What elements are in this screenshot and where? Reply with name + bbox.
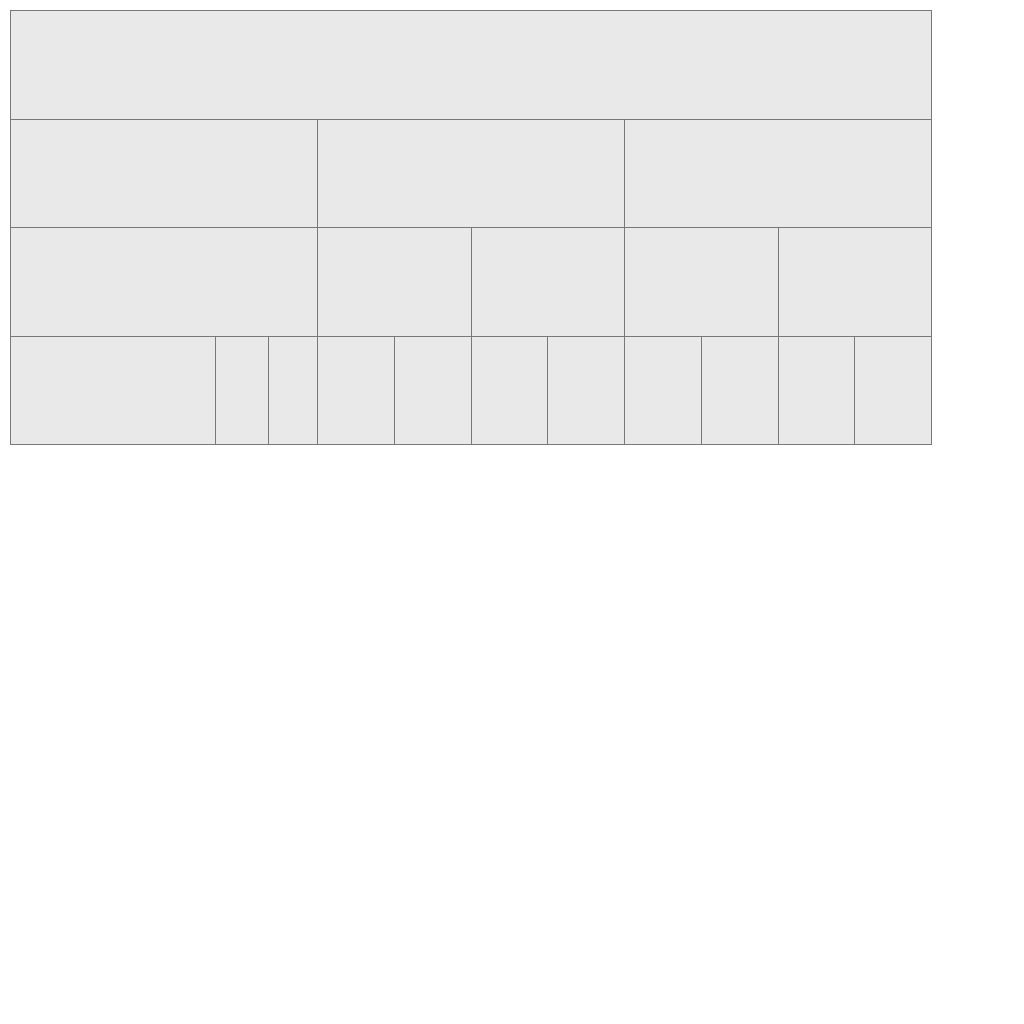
col-header-oblique1 (318, 336, 395, 445)
col-header-oblique2 (394, 336, 471, 445)
col-header-oblique1 (778, 336, 855, 445)
col-header-oblique2 (855, 336, 932, 445)
mode-label-std-low (625, 228, 779, 337)
stat-group-stddev (625, 119, 932, 228)
col-header-oblique1 (471, 336, 548, 445)
mode-label-avg-low (318, 228, 472, 337)
column-header-row (11, 336, 932, 445)
mode-header-row (11, 228, 932, 337)
site-info-label (11, 228, 318, 337)
col-header-oblique1 (625, 336, 702, 445)
group-header-row (11, 119, 932, 228)
mode-label-avg-high (471, 228, 625, 337)
mode-label-std-high (778, 228, 932, 337)
col-header-id (216, 336, 269, 445)
title-row (11, 11, 932, 120)
date-range-label (11, 119, 318, 228)
col-header-freq (269, 336, 318, 445)
colorbar (952, 34, 964, 422)
col-header-oblique2 (701, 336, 778, 445)
table-title (11, 11, 932, 120)
stat-group-average (318, 119, 625, 228)
stats-table (10, 10, 932, 445)
col-header-city (11, 336, 216, 445)
col-header-oblique2 (548, 336, 625, 445)
